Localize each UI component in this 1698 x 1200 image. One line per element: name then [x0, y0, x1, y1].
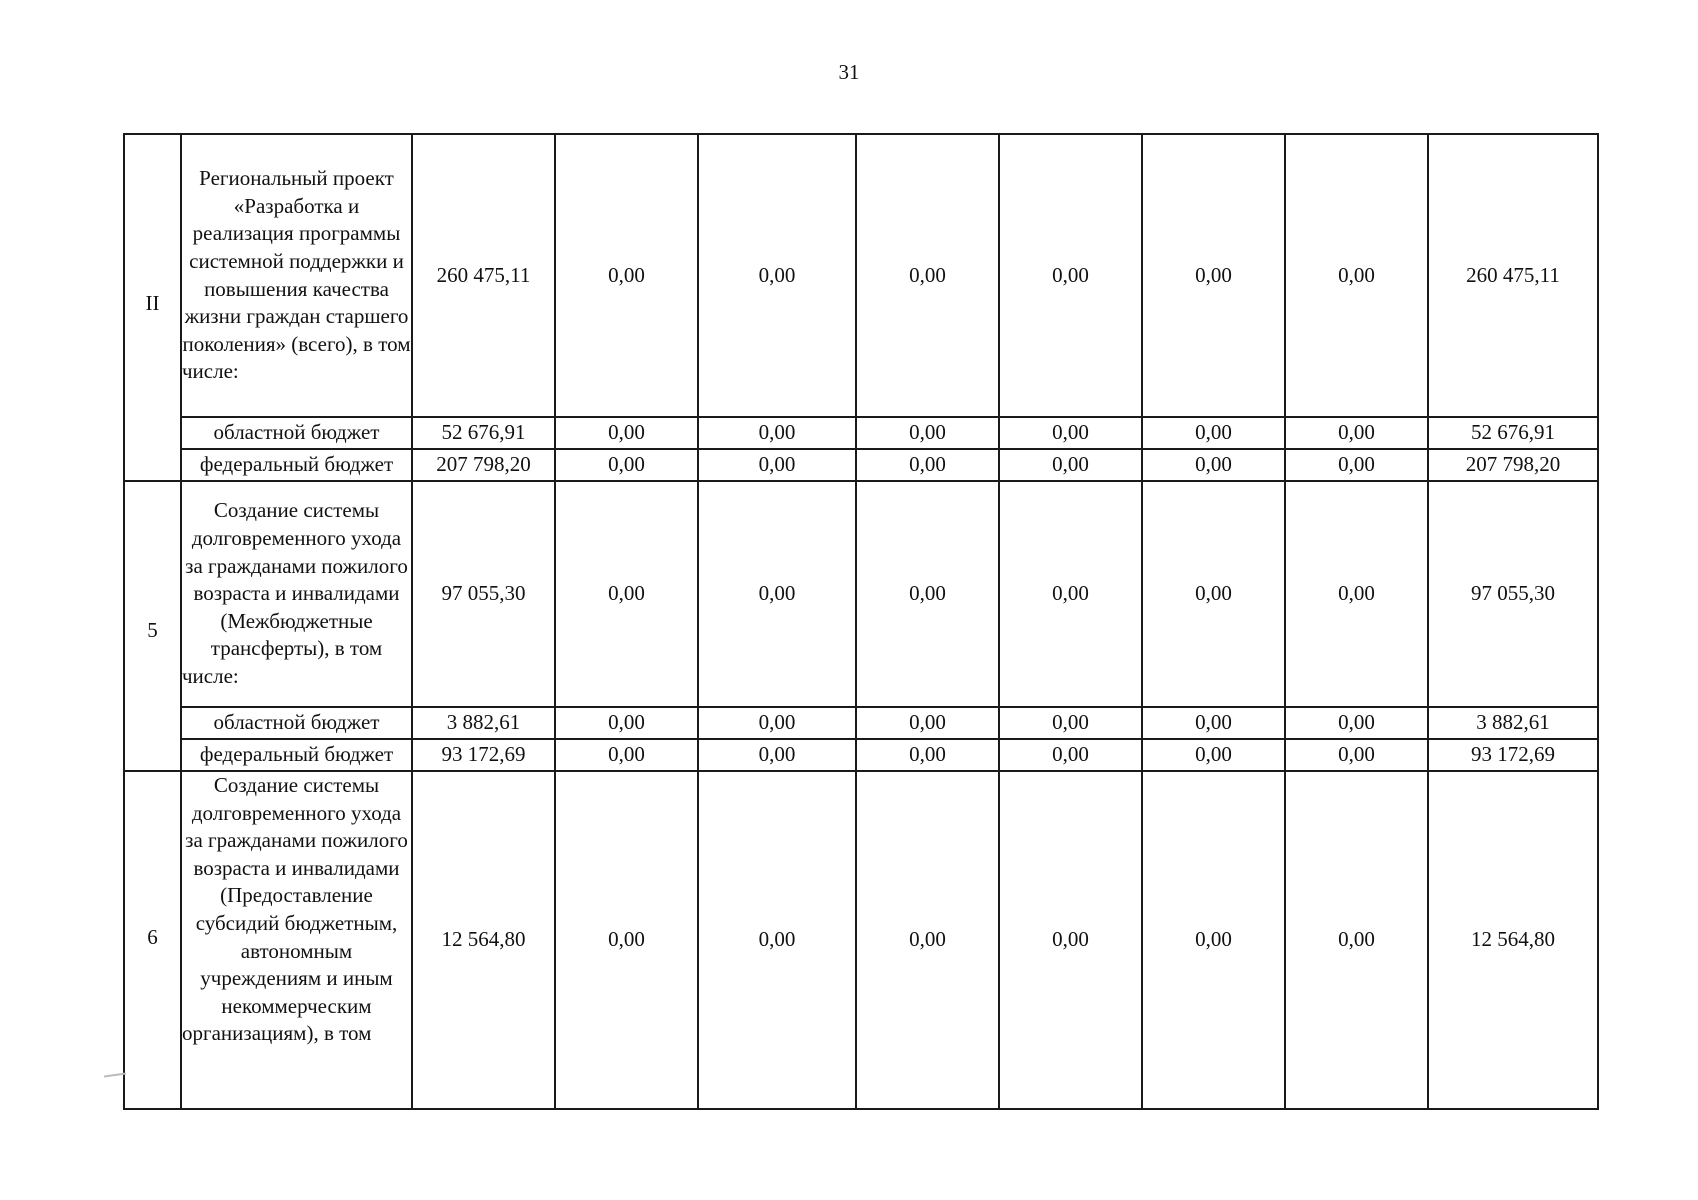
value-cell: 0,00	[555, 707, 698, 739]
value-cell: 0,00	[1285, 417, 1428, 449]
value-cell: 0,00	[856, 707, 999, 739]
value-total-start: 52 676,91	[412, 417, 555, 449]
value-cell: 0,00	[555, 134, 698, 417]
value-cell: 0,00	[999, 771, 1142, 1109]
value-cell: 0,00	[1285, 739, 1428, 771]
value-cell: 0,00	[1142, 481, 1285, 707]
value-cell: 0,00	[1142, 417, 1285, 449]
table-row	[124, 739, 1598, 771]
value-cell: 0,00	[1285, 449, 1428, 481]
value-cell: 0,00	[698, 134, 856, 417]
value-cell: 0,00	[1142, 449, 1285, 481]
value-cell: 0,00	[999, 739, 1142, 771]
table-row	[124, 417, 1598, 449]
value-total: 93 172,69	[1428, 739, 1598, 771]
value-cell: 0,00	[1285, 134, 1428, 417]
row-source-label: федеральный бюджет	[181, 739, 412, 771]
value-cell: 0,00	[856, 771, 999, 1109]
budget-table	[123, 133, 1599, 1110]
value-cell: 0,00	[856, 481, 999, 707]
value-cell: 0,00	[999, 707, 1142, 739]
value-cell: 0,00	[1142, 739, 1285, 771]
value-cell: 0,00	[555, 481, 698, 707]
value-cell: 0,00	[698, 481, 856, 707]
table-row	[124, 449, 1598, 481]
value-total-start: 3 882,61	[412, 707, 555, 739]
value-cell: 0,00	[999, 417, 1142, 449]
row-source-label: областной бюджет	[181, 417, 412, 449]
value-total-start: 93 172,69	[412, 739, 555, 771]
value-cell: 0,00	[856, 739, 999, 771]
table-row	[124, 481, 1598, 707]
value-cell: 0,00	[1142, 134, 1285, 417]
value-cell: 0,00	[999, 134, 1142, 417]
table-row	[124, 134, 1598, 417]
row-description: Создание системы долговременного ухода за гражданами пожилого возраста и инвалидами (Межбюджетные трансферты), в том числе:	[181, 481, 412, 707]
value-cell: 0,00	[698, 739, 856, 771]
value-cell: 0,00	[698, 417, 856, 449]
value-cell: 0,00	[1142, 771, 1285, 1109]
value-cell: 0,00	[999, 449, 1142, 481]
value-cell: 0,00	[856, 134, 999, 417]
value-cell: 0,00	[555, 417, 698, 449]
value-total: 12 564,80	[1428, 771, 1598, 1109]
row-description: Региональный проект «Разработка и реализация программы системной поддержки и повышения качества жизни граждан старшего поколения» (всего), в том числе:	[181, 134, 412, 417]
value-total-start: 207 798,20	[412, 449, 555, 481]
page-number: 31	[838, 60, 860, 84]
value-cell: 0,00	[698, 707, 856, 739]
value-total-start: 260 475,11	[412, 134, 555, 417]
row-source-label: областной бюджет	[181, 707, 412, 739]
value-cell: 0,00	[856, 449, 999, 481]
value-cell: 0,00	[1285, 481, 1428, 707]
value-total-start: 12 564,80	[412, 771, 555, 1109]
value-cell: 0,00	[698, 771, 856, 1109]
row-number: II	[124, 134, 181, 481]
value-cell: 0,00	[999, 481, 1142, 707]
value-total: 97 055,30	[1428, 481, 1598, 707]
value-cell: 0,00	[555, 739, 698, 771]
row-description: Создание системы долговременного ухода за гражданами пожилого возраста и инвалидами (Предоставление субсидий бюджетным, автономным учреждениям и иным некоммерческим организациям), в том	[181, 771, 412, 1109]
row-number: 5	[124, 481, 181, 771]
value-cell: 0,00	[1285, 771, 1428, 1109]
row-source-label: федеральный бюджет	[181, 449, 412, 481]
value-total-start: 97 055,30	[412, 481, 555, 707]
value-cell: 0,00	[698, 449, 856, 481]
value-cell: 0,00	[856, 417, 999, 449]
value-cell: 0,00	[1142, 707, 1285, 739]
value-total: 52 676,91	[1428, 417, 1598, 449]
value-cell: 0,00	[1285, 707, 1428, 739]
row-number: 6	[124, 771, 181, 1109]
value-cell: 0,00	[555, 449, 698, 481]
value-cell: 0,00	[555, 771, 698, 1109]
value-total: 207 798,20	[1428, 449, 1598, 481]
value-total: 260 475,11	[1428, 134, 1598, 417]
table-row	[124, 771, 1598, 1109]
value-total: 3 882,61	[1428, 707, 1598, 739]
table-row	[124, 707, 1598, 739]
